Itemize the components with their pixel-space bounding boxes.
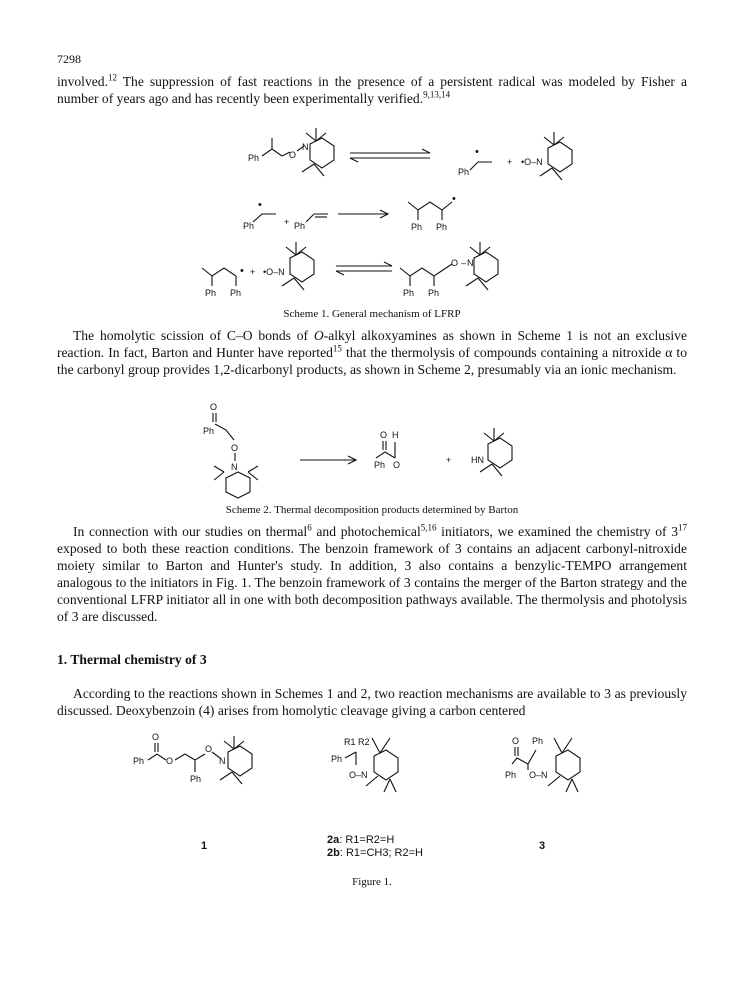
svg-text:•: • [452,193,456,205]
svg-text:Ph: Ph [505,770,517,780]
svg-text:•O–N: •O–N [263,267,285,277]
compound-2a-label: 2a: R1=R2=H [327,834,395,846]
compound-3-structure [505,736,580,792]
svg-text:Ph: Ph [205,288,217,298]
svg-text:O: O [380,430,388,440]
svg-text:Ph: Ph [248,153,260,163]
svg-text:Ph: Ph [133,756,145,766]
svg-text:N: N [231,462,238,472]
svg-text:+: + [250,267,256,277]
svg-text:Ph: Ph [403,288,415,298]
svg-text:•: • [258,199,262,211]
svg-text:O: O [289,150,297,160]
paragraph-studies: In connection with our studies on thermal$^6$ and photochemical$^{5,16}$ initiators, we examined the chemistry of $3^{17}$ exposed to both these reaction conditions. The benzoin framework of 3 contains an adjacent carbonyl-nitroxide moiety similar to Barton and Hunter's study. In addition, 3 also contains a benzylic-TEMPO arrangement analogous to the initiators in Fig. 1. The benzoin framework of 3 contains the merger of the Barton strategy and the conventional LFRP initiator all in one with both decomposition pathways available. The thermolysis and photolysis of 3 are discussed. [57,522,688,624]
svg-text:Ph: Ph [411,222,423,232]
svg-text:H: H [392,430,399,440]
svg-text:O: O [512,736,520,746]
svg-text:Ph: Ph [532,736,544,746]
section-heading: 1. Thermal chemistry of 3 [57,652,207,667]
svg-text:Ph: Ph [374,460,386,470]
svg-text:O: O [231,443,239,453]
page-number: 7298 [57,52,81,66]
svg-text:O: O [451,258,459,268]
svg-text:•: • [475,146,479,158]
compound-1-structure [133,732,252,784]
svg-text:•: • [240,265,244,277]
svg-text:O: O [210,402,218,412]
compound-2b-label: 2b: R1=CH3; R2=H [327,847,423,859]
svg-text:Ph: Ph [230,288,242,298]
svg-text:N: N [219,756,226,766]
svg-text:Ph: Ph [428,288,440,298]
compound-2-structure [331,737,398,792]
svg-text:Ph: Ph [331,754,343,764]
intro-paragraph: involved.$^{12}$ The suppression of fast reactions in the presence of a persistent radical was modeled by Fisher a number of years ago and has recently been experimentally verified.$^{9,13,14}$ [57,72,687,106]
scheme-2-caption: Scheme 2. Thermal decomposition products determined by Barton [225,504,519,516]
scheme-1-caption: Scheme 1. General mechanism of LFRP [283,308,461,320]
svg-text:N: N [302,142,309,152]
compound-1-label: 1 [201,840,208,852]
paragraph-thermal: According to the reactions shown in Schemes 1 and 2, two reaction mechanisms are available to 3 as previously discussed. Deoxybenzoin (4) arises from homolytic cleavage giving a carbon centered [57,686,687,718]
svg-text:N: N [467,258,474,268]
svg-text:O: O [205,744,213,754]
svg-text:Ph: Ph [203,426,215,436]
svg-text:+: + [507,157,513,167]
svg-text:HN: HN [471,455,484,465]
compound-3-label: 3 [539,840,546,852]
svg-text:+: + [284,217,290,227]
svg-text:O: O [393,460,401,470]
svg-text:O–N: O–N [349,770,368,780]
svg-text:Ph: Ph [458,167,470,177]
svg-text:Ph: Ph [190,774,202,784]
figure-1-caption: Figure 1. [352,876,392,888]
svg-text:Ph: Ph [294,221,306,231]
svg-text:Ph: Ph [243,221,255,231]
svg-text:O: O [152,732,160,742]
svg-text:O–N: O–N [529,770,548,780]
svg-text:+: + [446,455,452,465]
svg-text:O: O [166,756,174,766]
svg-text:–: – [461,258,467,268]
svg-text:R1 R2: R1 R2 [344,737,370,747]
svg-text:•O–N: •O–N [521,157,543,167]
svg-text:Ph: Ph [436,222,448,232]
paragraph-barton: The homolytic scission of C–O bonds of O-alkyl alkoxyamines as shown in Scheme 1 is not an exclusive reaction. In fact, Barton and Hunter have reported$^{15}$ that the thermolysis of compounds containing a nitroxide α to the carbonyl group provides 1,2-dicarbonyl products, as shown in Scheme 2, presumably via an ionic mechanism. [57,328,687,377]
